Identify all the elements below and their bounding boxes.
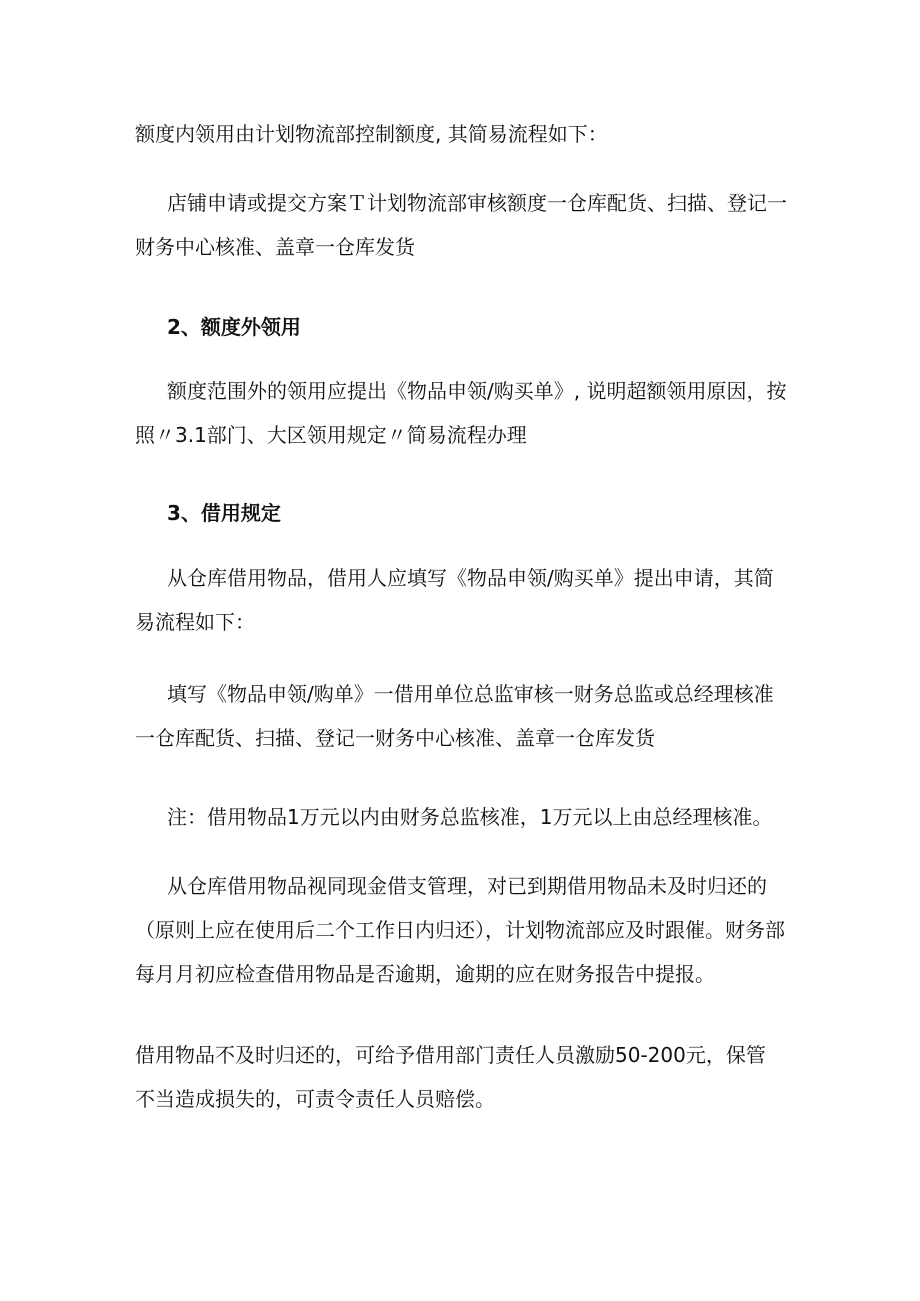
cash-management-paragraph xyxy=(135,864,785,996)
flow-2-line-2: 一仓库配货、扫描、登记一财务中心核准、盖章一仓库发货 xyxy=(135,726,655,750)
extra-quota-line-2: 照〃3.1部门、大区领用规定〃简易流程办理 xyxy=(135,423,527,447)
flow-2-line-1: 填写《物品申领/购单》一借用单位总监审核一财务总监或总经理核准 xyxy=(167,682,774,706)
flow-paragraph-1 xyxy=(135,181,787,269)
flow-1-line-1: 店铺申请或提交方案Ｔ计划物流部审核额度一仓库配货、扫描、登记一 xyxy=(167,191,787,215)
penalty-line-2: 不当造成损失的，可责令责任人员赔偿。 xyxy=(135,1087,495,1111)
cash-management-line-2: （原则上应在使用后二个工作日内归还），计划物流部应及时跟催。财务部 xyxy=(135,918,785,942)
section-heading-3 xyxy=(167,491,281,535)
borrow-apply-line-2: 易流程如下： xyxy=(135,610,255,634)
section-heading-2 xyxy=(167,305,301,349)
note-line-1: 注：借用物品1万元以内由财务总监核准，1万元以上由总经理核准。 xyxy=(167,805,773,829)
intro-line-1: 额度内领用由计划物流部控制额度, 其简易流程如下： xyxy=(135,122,608,146)
cash-management-line-1: 从仓库借用物品视同现金借支管理，对已到期借用物品未及时归还的 xyxy=(167,874,767,898)
intro-paragraph xyxy=(135,112,608,156)
note-paragraph xyxy=(167,795,772,839)
flow-paragraph-2 xyxy=(135,672,774,760)
heading-2-text: 2、额度外领用 xyxy=(167,315,301,339)
borrow-apply-line-1: 从仓库借用物品，借用人应填写《物品申领/购买单》提出申请，其简 xyxy=(167,566,774,590)
cash-management-line-3: 每月月初应检查借用物品是否逾期，逾期的应在财务报告中提报。 xyxy=(135,962,715,986)
extra-quota-line-1: 额度范围外的领用应提出《物品申领/购买单》, 说明超额领用原因，按 xyxy=(167,379,787,403)
penalty-line-1: 借用物品不及时归还的，可给予借用部门责任人员激励50-200元，保管 xyxy=(135,1043,766,1067)
heading-3-text: 3、借用规定 xyxy=(167,501,281,525)
borrow-apply-paragraph xyxy=(135,556,774,644)
flow-1-line-2: 财务中心核准、盖章一仓库发货 xyxy=(135,235,415,259)
extra-quota-paragraph xyxy=(135,369,786,457)
penalty-paragraph xyxy=(135,1033,766,1121)
